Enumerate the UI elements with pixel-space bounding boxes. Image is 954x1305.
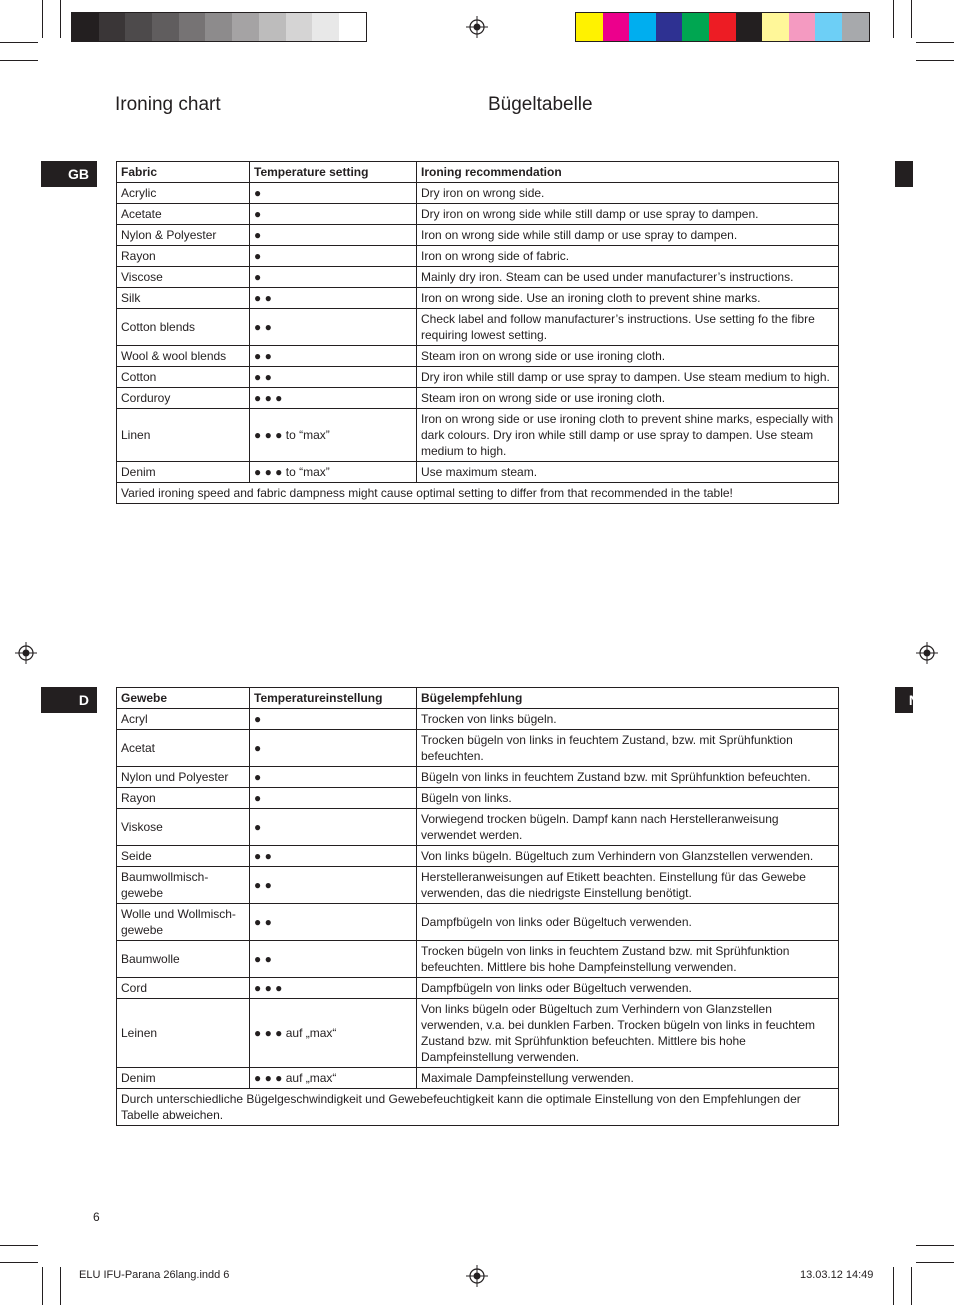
temperature-cell: ● ● ●: [250, 978, 417, 999]
crop-mark: [893, 1267, 894, 1305]
table-row: [117, 346, 839, 367]
recommendation-cell: Trocken bügeln von links in feuchtem Zustand bzw. mit Sprühfunktion befeuchten. Mittlere bis hohe Dampfeinstellung verwenden.: [417, 941, 839, 978]
table-row: [117, 941, 839, 978]
fabric-cell: Baumwollmisch-gewebe: [117, 867, 250, 904]
recommendation-cell: Dry iron on wrong side while still damp or use spray to dampen.: [417, 204, 839, 225]
recommendation-cell: Von links bügeln. Bügeltuch zum Verhindern von Glanzstellen verwenden.: [417, 846, 839, 867]
fabric-cell: Leinen: [117, 999, 250, 1068]
table-row: [117, 462, 839, 483]
table-header-row: [117, 688, 839, 709]
color-swatch: [603, 13, 630, 41]
color-swatch: [656, 13, 683, 41]
table-note-row: [117, 1089, 839, 1126]
table-row: [117, 388, 839, 409]
recommendation-cell: Iron on wrong side. Use an ironing cloth to prevent shine marks.: [417, 288, 839, 309]
registration-mark-icon: [466, 1265, 488, 1287]
recommendation-cell: Iron on wrong side of fabric.: [417, 246, 839, 267]
temperature-cell: ●: [250, 709, 417, 730]
crop-mark: [0, 60, 38, 61]
color-swatch: [576, 13, 603, 41]
fabric-cell: Rayon: [117, 246, 250, 267]
color-swatch: [709, 13, 736, 41]
column-header-gewebe: Gewebe: [117, 688, 250, 709]
temperature-cell: ● ●: [250, 288, 417, 309]
table-row: [117, 904, 839, 941]
gray-swatch: [179, 13, 206, 41]
crop-mark: [60, 0, 61, 38]
fabric-cell: Baumwolle: [117, 941, 250, 978]
grayscale-calibration-bar: [71, 12, 367, 42]
table-row: [117, 999, 839, 1068]
table-row: [117, 409, 839, 462]
temperature-cell: ● ●: [250, 346, 417, 367]
temperature-cell: ● ● ● to “max”: [250, 409, 417, 462]
gray-swatch: [259, 13, 286, 41]
fabric-cell: Viscose: [117, 267, 250, 288]
temperature-cell: ● ●: [250, 904, 417, 941]
recommendation-cell: Dry iron while still damp or use spray to dampen. Use steam medium to high.: [417, 367, 839, 388]
temperature-cell: ● ●: [250, 367, 417, 388]
table-note: Varied ironing speed and fabric dampness might cause optimal setting to differ from that recommended in the table!: [117, 483, 839, 504]
table-note-row: [117, 483, 839, 504]
color-swatch: [842, 13, 869, 41]
title-ironing-chart: Ironing chart: [115, 94, 221, 115]
temperature-cell: ●: [250, 767, 417, 788]
title-buegeltabelle: Bügeltabelle: [488, 94, 593, 115]
recommendation-cell: Dry iron on wrong side.: [417, 183, 839, 204]
temperature-cell: ● ●: [250, 309, 417, 346]
table-header-row: [117, 162, 839, 183]
gray-swatch: [339, 13, 366, 41]
gray-swatch: [152, 13, 179, 41]
recommendation-cell: Iron on wrong side while still damp or use spray to dampen.: [417, 225, 839, 246]
recommendation-cell: Maximale Dampfeinstellung verwenden.: [417, 1068, 839, 1089]
crop-mark: [0, 42, 38, 43]
recommendation-cell: Dampfbügeln von links oder Bügeltuch verwenden.: [417, 904, 839, 941]
fabric-cell: Cotton: [117, 367, 250, 388]
color-swatch: [815, 13, 842, 41]
crop-mark: [916, 1245, 954, 1246]
temperature-cell: ● ● ● to “max”: [250, 462, 417, 483]
footer-date-time: 13.03.12 14:49: [800, 1269, 874, 1281]
language-tab-right-label: N: [908, 692, 919, 708]
fabric-cell: Acryl: [117, 709, 250, 730]
temperature-cell: ● ●: [250, 867, 417, 904]
temperature-cell: ●: [250, 225, 417, 246]
color-swatch: [629, 13, 656, 41]
gray-swatch: [205, 13, 232, 41]
table-row: [117, 978, 839, 999]
table-row: [117, 730, 839, 767]
recommendation-cell: Trocken von links bügeln.: [417, 709, 839, 730]
recommendation-cell: Vorwiegend trocken bügeln. Dampf kann nach Herstelleranweisung verwendet werden.: [417, 809, 839, 846]
table-row: [117, 709, 839, 730]
column-header-fabric: Fabric: [117, 162, 250, 183]
fabric-cell: Viskose: [117, 809, 250, 846]
language-tab-gb: GB: [41, 161, 97, 187]
recommendation-cell: Bügeln von links in feuchtem Zustand bzw. mit Sprühfunktion befeuchten.: [417, 767, 839, 788]
fabric-cell: Rayon: [117, 788, 250, 809]
fabric-cell: Denim: [117, 462, 250, 483]
table-row: [117, 288, 839, 309]
crop-mark: [0, 1245, 38, 1246]
gray-swatch: [125, 13, 152, 41]
color-swatch: [789, 13, 816, 41]
crop-mark: [916, 1262, 954, 1263]
language-tab-d: D: [41, 687, 97, 713]
table-row: [117, 367, 839, 388]
color-swatch: [762, 13, 789, 41]
recommendation-cell: Use maximum steam.: [417, 462, 839, 483]
temperature-cell: ●: [250, 788, 417, 809]
temperature-cell: ●: [250, 246, 417, 267]
recommendation-cell: Steam iron on wrong side or use ironing cloth.: [417, 388, 839, 409]
gray-swatch: [286, 13, 313, 41]
table-row: [117, 788, 839, 809]
recommendation-cell: Dampfbügeln von links oder Bügeltuch verwenden.: [417, 978, 839, 999]
recommendation-cell: Iron on wrong side or use ironing cloth to prevent shine marks, especially with dark colours. Dry iron while still damp or use spray to dampen. Use steam medium to high.: [417, 409, 839, 462]
table-note: Durch unterschiedliche Bügelgeschwindigkeit und Gewebefeuchtigkeit kann die optimale Einstellung von den Empfehlungen der Tabelle abweichen.: [117, 1089, 839, 1126]
fabric-cell: Cotton blends: [117, 309, 250, 346]
table-row: [117, 767, 839, 788]
column-header-buegelempfehlung: Bügelempfehlung: [417, 688, 839, 709]
table-row: [117, 183, 839, 204]
table-row: [117, 1068, 839, 1089]
crop-mark: [60, 1267, 61, 1305]
fabric-cell: Acetate: [117, 204, 250, 225]
crop-mark: [911, 1267, 912, 1305]
gray-swatch: [312, 13, 339, 41]
crop-mark: [916, 60, 954, 61]
recommendation-cell: Mainly dry iron. Steam can be used under manufacturer’s instructions.: [417, 267, 839, 288]
recommendation-cell: Bügeln von links.: [417, 788, 839, 809]
recommendation-cell: Check label and follow manufacturer’s instructions. Use setting fo the fibre requiring lowest setting.: [417, 309, 839, 346]
ironing-chart-table-gb: [116, 161, 839, 504]
ironing-chart-table-d: [116, 687, 839, 1126]
temperature-cell: ● ●: [250, 941, 417, 978]
footer-file-info: ELU IFU-Parana 26lang.indd 6: [79, 1269, 230, 1281]
fabric-cell: Acrylic: [117, 183, 250, 204]
gray-swatch: [99, 13, 126, 41]
language-tab-right-partial: [895, 687, 919, 713]
temperature-cell: ●: [250, 267, 417, 288]
registration-mark-icon: [15, 642, 37, 664]
table-row: [117, 846, 839, 867]
fabric-cell: Linen: [117, 409, 250, 462]
table-row: [117, 867, 839, 904]
crop-mark: [42, 0, 43, 38]
fabric-cell: Seide: [117, 846, 250, 867]
temperature-cell: ● ●: [250, 846, 417, 867]
temperature-cell: ● ● ● auf „max“: [250, 999, 417, 1068]
table-row: [117, 225, 839, 246]
column-header-temperature: Temperature setting: [250, 162, 417, 183]
fabric-cell: Nylon & Polyester: [117, 225, 250, 246]
color-swatch: [736, 13, 763, 41]
recommendation-cell: Steam iron on wrong side or use ironing cloth.: [417, 346, 839, 367]
column-header-recommendation: Ironing recommendation: [417, 162, 839, 183]
crop-mark: [893, 0, 894, 38]
temperature-cell: ●: [250, 204, 417, 225]
crop-mark: [0, 1262, 38, 1263]
fabric-cell: Acetat: [117, 730, 250, 767]
recommendation-cell: Herstelleranweisungen auf Etikett beachten. Einstellung für das Gewebe verwenden, das die niedrigste Einstellung benötigt.: [417, 867, 839, 904]
registration-mark-icon: [916, 642, 938, 664]
crop-mark: [916, 42, 954, 43]
registration-mark-icon: [466, 16, 488, 38]
fabric-cell: Wolle und Wollmisch-gewebe: [117, 904, 250, 941]
table-row: [117, 246, 839, 267]
table-row: [117, 204, 839, 225]
temperature-cell: ●: [250, 809, 417, 846]
crop-mark: [911, 0, 912, 38]
recommendation-cell: Von links bügeln oder Bügeltuch zum Verhindern von Glanzstellen verwenden, v.a. bei dunklen Farben. Trocken bügeln von links in feuchtem Zustand bzw. mit Sprühfunktion befeuchten. Mittlere bis hohe Dampfeinstellung verwenden.: [417, 999, 839, 1068]
table-row: [117, 809, 839, 846]
temperature-cell: ● ● ● auf „max“: [250, 1068, 417, 1089]
temperature-cell: ● ● ●: [250, 388, 417, 409]
table-row: [117, 267, 839, 288]
table-row: [117, 309, 839, 346]
gray-swatch: [72, 13, 99, 41]
fabric-cell: Wool & wool blends: [117, 346, 250, 367]
fabric-cell: Denim: [117, 1068, 250, 1089]
color-swatch: [682, 13, 709, 41]
gray-swatch: [232, 13, 259, 41]
fabric-cell: Corduroy: [117, 388, 250, 409]
language-tab-right: [895, 161, 913, 187]
color-calibration-bar: [575, 12, 870, 42]
fabric-cell: Nylon und Polyester: [117, 767, 250, 788]
recommendation-cell: Trocken bügeln von links in feuchtem Zustand, bzw. mit Sprühfunktion befeuchten.: [417, 730, 839, 767]
temperature-cell: ●: [250, 183, 417, 204]
crop-mark: [42, 1267, 43, 1305]
fabric-cell: Cord: [117, 978, 250, 999]
page-number: 6: [93, 1210, 100, 1224]
column-header-temperatureinstellung: Temperatureinstellung: [250, 688, 417, 709]
fabric-cell: Silk: [117, 288, 250, 309]
temperature-cell: ●: [250, 730, 417, 767]
